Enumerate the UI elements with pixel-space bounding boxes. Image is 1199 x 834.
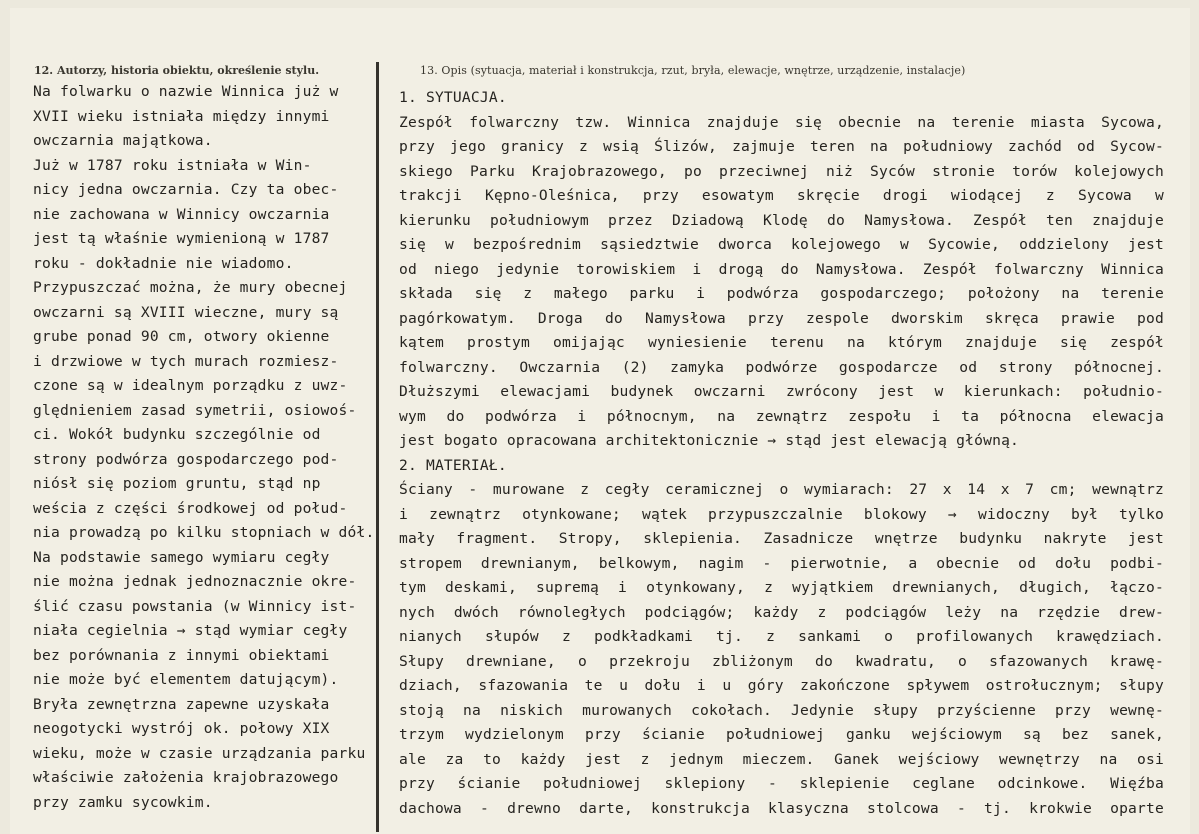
text-line: nych dwóch równoległych podciągów; każdy z podciągów leży na rzędzie drew- (399, 603, 1164, 621)
text-line: roku - dokładnie nie wiadomo. (33, 254, 294, 272)
text-line: niała cegielnia → stąd wymiar cegły (33, 622, 348, 639)
text-line: Na podstawie samego wymiaru cegły (33, 548, 330, 566)
text-line: się w bezpośrednim sąsiedztwie dworca kolejowego w Sycowie, oddzielony jest (399, 236, 1164, 253)
text-line: wym do podwórza i północnym, na zewnątrz zespołu i ta północna elewacja (399, 407, 1164, 425)
text-line: nicy jedna owczarnia. Czy ta obec- (33, 181, 339, 198)
section-13-header: 13. Opis (sytuacja, materiał i konstrukcja, rzut, bryła, elewacje, wnętrze, urządzenie, instalacje) (420, 64, 966, 77)
text-line: Bryła zewnętrzna zapewne uzyskała (33, 695, 330, 713)
text-line: trakcji Kępno-Oleśnica, przy esowatym skręcie drogi wiodącej z Sycowa w (399, 187, 1164, 204)
text-line: ględnieniem zasad symetrii, osiowoś- (33, 401, 357, 419)
text-line: dziach, sfazowania te u dołu i u góry zakończone spływem ostrołucznym; słupy (399, 677, 1164, 694)
description-column (399, 86, 1164, 821)
text-line: nianych słupów z podkładkami tj. z sankami o profilowanych krawędziach. (399, 628, 1164, 645)
section-heading-material: 2. MATERIAŁ. (399, 456, 507, 474)
text-line: od niego jedynie torowiskiem i drogą do Namysłowa. Zespół folwarczny Winnica (399, 260, 1164, 278)
text-line: mały fragment. Stropy, sklepienia. Zasadnicze wnętrze budynku nakryte jest (399, 530, 1164, 547)
text-line: przy ścianie południowej sklepiony - sklepienie ceglane odcinkowe. Więźba (399, 775, 1164, 792)
text-line: neogotycki wystrój ok. połowy XIX (33, 720, 330, 737)
section-heading-situation: 1. SYTUACJA. (399, 89, 507, 106)
section-12-header: 12. Autorzy, historia obiektu, określenie stylu. (34, 64, 320, 77)
text-line: nie zachowana w Winnicy owczarnia (33, 205, 330, 223)
text-line: Na folwarku o nazwie Winnica już w (33, 83, 339, 100)
text-line: owczarnia majątkowa. (33, 132, 213, 149)
text-line: weścia z części środkowej od połud- (33, 499, 348, 517)
text-line: i drzwiowe w tych murach rozmiesz- (33, 352, 339, 370)
text-line: kątem prostym omijając wyniesienie terenu na którym znajduje się zespół (399, 334, 1164, 351)
text-line: właściwie założenia krajobrazowego (33, 769, 339, 786)
text-line: dachowa - drewno darte, konstrukcja klasyczna stolcowa - tj. krokwie oparte (399, 799, 1164, 817)
text-line: Przypuszczać można, że mury obecnej (33, 279, 348, 296)
text-line: pagórkowatym. Droga do Namysłowa przy zespole dworskim skręca prawie pod (399, 309, 1164, 327)
text-line: niósł się poziom gruntu, stąd np (33, 475, 321, 492)
text-line: ci. Wokół budynku szczególnie od (33, 426, 321, 443)
text-line: wieku, może w czasie urządzania parku (33, 744, 366, 762)
text-line: przy jego granicy z wsią Ślizów, zajmuje teren na południowy zachód od Sycow- (399, 138, 1164, 155)
text-line: nie może być elementem datującym). (33, 671, 339, 688)
text-line: Słupy drewniane, o przekroju zbliżonym do kwadratu, o sfazowanych krawę- (399, 652, 1164, 670)
text-line: ale za to każdy jest z jednym mieczem. Ganek wejściowy wewnętrzy na osi (399, 750, 1164, 768)
text-line: folwarczny. Owczarnia (2) zamyka podwórze gospodarcze od strony północnej. (399, 358, 1164, 376)
text-line: nia prowadzą po kilku stopniach w dół. (33, 524, 375, 541)
text-line: stoją na niskich murowanych cokołach. Jedynie słupy przyścienne przy wewnę- (399, 701, 1164, 719)
text-line: Zespół folwarczny tzw. Winnica znajduje się obecnie na terenie miasta Sycowa, (399, 113, 1164, 131)
text-line: strony podwórza gospodarczego pod- (33, 450, 339, 468)
text-line: składa się z małego parku i podwórza gospodarczego; położony na terenie (399, 285, 1164, 302)
text-line: Ściany - murowane z cegły ceramicznej o wymiarach: 27 x 14 x 7 cm; wewnątrz (399, 481, 1164, 498)
text-line: trzym wydzielonym przy ścianie południowej ganku wejściowym są bez sanek, (399, 726, 1164, 743)
text-line: nie można jednak jednoznacznie okre- (33, 573, 357, 590)
text-line: czone są w idealnym porządku z uwz- (33, 377, 348, 394)
text-line: grube ponad 90 cm, otwory okienne (33, 328, 330, 345)
text-line: jest tą właśnie wymienioną w 1787 (33, 230, 330, 247)
history-column (33, 80, 378, 815)
text-line: i zewnątrz otynkowane; wątek przypuszczalnie blokowy → widoczny był tylko (399, 505, 1164, 523)
text-line: skiego Parku Krajobrazowego, po przeciwnej niż Syców stronie torów kolejowych (399, 162, 1164, 180)
text-line: Dłuższymi elewacjami budynek owczarni zwrócony jest w kierunkach: południo- (399, 383, 1164, 400)
text-line: przy zamku sycowkim. (33, 793, 213, 811)
text-line: bez porównania z innymi obiektami (33, 646, 330, 664)
text-line: ślić czasu powstania (w Winnicy ist- (33, 597, 357, 615)
text-line: owczarni są XVIII wieczne, mury są (33, 303, 339, 321)
text-line: kierunku południowym przez Dziadową Klodę do Namysłowa. Zespół ten znajduje (399, 211, 1164, 229)
text-line: Już w 1787 roku istniała w Win- (33, 156, 312, 174)
text-line: jest bogato opracowana architektonicznie → stąd jest elewacją główną. (399, 432, 1020, 449)
text-line: XVII wieku istniała między innymi (33, 107, 330, 125)
text-line: stropem drewnianym, belkowym, nagim - pierwotnie, a obecnie od dołu podbi- (399, 554, 1164, 572)
text-line: tym deskami, supremą i otynkowany, z wyjątkiem drewnianych, długich, łączo- (399, 579, 1164, 596)
